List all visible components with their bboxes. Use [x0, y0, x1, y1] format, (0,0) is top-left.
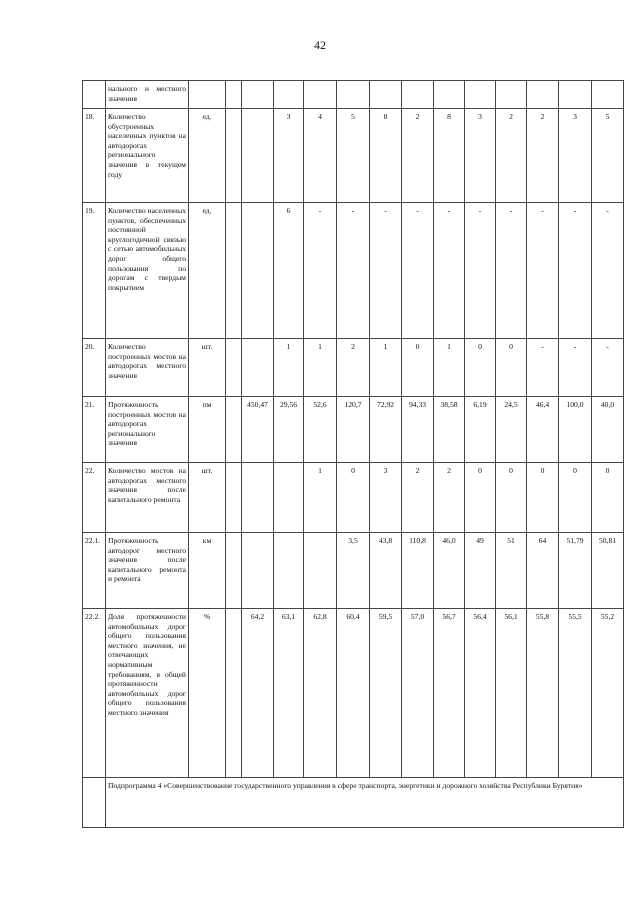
indicator-name: Количество населенных пунктов, обеспеченных постоянной круглогодичной связью с сетью автомобильных дорог общего пользования по дорогам с твердым покрытием: [106, 203, 189, 339]
value-cell: [304, 81, 337, 109]
value-cell: 56,7: [434, 609, 465, 778]
value-cell: 46,4: [527, 397, 559, 463]
row-number: 19.: [83, 203, 106, 339]
value-cell: [274, 81, 304, 109]
unit-cell: ед.: [189, 203, 226, 339]
value-cell: 1: [304, 339, 337, 397]
row-number: 22.2.: [83, 609, 106, 778]
row-number: 22.: [83, 463, 106, 533]
unit-cell: км: [189, 533, 226, 609]
value-cell: 0: [592, 463, 624, 533]
unit-cell: [189, 81, 226, 109]
value-cell: 52,6: [304, 397, 337, 463]
table-row: [83, 463, 624, 533]
value-cell: [226, 397, 242, 463]
value-cell: 43,8: [370, 533, 402, 609]
value-cell: 64: [527, 533, 559, 609]
value-cell: 3: [559, 109, 592, 203]
value-cell: [496, 81, 527, 109]
value-cell: [242, 81, 274, 109]
value-cell: 46,0: [434, 533, 465, 609]
value-cell: 29,56: [274, 397, 304, 463]
value-cell: -: [592, 339, 624, 397]
value-cell: 0: [465, 463, 496, 533]
value-cell: 3,5: [337, 533, 370, 609]
value-cell: 2: [527, 109, 559, 203]
value-cell: 6: [274, 203, 304, 339]
value-cell: 1: [304, 463, 337, 533]
table-row: [83, 203, 624, 339]
value-cell: 55,8: [527, 609, 559, 778]
indicator-name: Количество обустроенных населенных пунктов на автодорогах регионального значения в текущем году: [106, 109, 189, 203]
value-cell: [465, 81, 496, 109]
page-number: 42: [314, 38, 326, 52]
unit-cell: шт.: [189, 463, 226, 533]
row-number: 21.: [83, 397, 106, 463]
value-cell: 1: [370, 339, 402, 397]
value-cell: -: [434, 203, 465, 339]
indicator-name: нального и местного значения: [106, 81, 189, 109]
value-cell: -: [559, 339, 592, 397]
value-cell: 55,5: [559, 609, 592, 778]
empty-cell: [83, 778, 106, 828]
value-cell: [226, 463, 242, 533]
value-cell: -: [496, 203, 527, 339]
value-cell: 3: [274, 109, 304, 203]
value-cell: 60,4: [337, 609, 370, 778]
value-cell: 0: [496, 463, 527, 533]
value-cell: 0: [465, 339, 496, 397]
value-cell: [242, 339, 274, 397]
value-cell: 0: [527, 463, 559, 533]
value-cell: [226, 81, 242, 109]
table-row: [83, 339, 624, 397]
value-cell: 64,2: [242, 609, 274, 778]
value-cell: 2: [496, 109, 527, 203]
value-cell: 51: [496, 533, 527, 609]
unit-cell: ед.: [189, 109, 226, 203]
value-cell: 5: [592, 109, 624, 203]
value-cell: [274, 533, 304, 609]
value-cell: 0: [496, 339, 527, 397]
value-cell: 63,1: [274, 609, 304, 778]
value-cell: [337, 81, 370, 109]
value-cell: 50,81: [592, 533, 624, 609]
value-cell: [242, 109, 274, 203]
value-cell: [242, 463, 274, 533]
value-cell: [304, 533, 337, 609]
value-cell: 2: [402, 463, 434, 533]
value-cell: [226, 609, 242, 778]
value-cell: 94,33: [402, 397, 434, 463]
indicator-name: Протяженность автодорог местного значения после капитального ремонта и ремонта: [106, 533, 189, 609]
value-cell: 8: [434, 109, 465, 203]
value-cell: 59,5: [370, 609, 402, 778]
value-cell: 3: [370, 463, 402, 533]
indicator-name: Количество мостов на автодорогах местного значения после капитального ремонта: [106, 463, 189, 533]
value-cell: 0: [402, 339, 434, 397]
row-number: 20.: [83, 339, 106, 397]
value-cell: 2: [337, 339, 370, 397]
value-cell: -: [465, 203, 496, 339]
indicator-name: Протяженность построенных мостов на автодорогах регионального значения: [106, 397, 189, 463]
table-row: [83, 109, 624, 203]
table-row: [83, 609, 624, 778]
value-cell: [226, 109, 242, 203]
value-cell: 2: [434, 463, 465, 533]
value-cell: 62,8: [304, 609, 337, 778]
value-cell: 40,0: [592, 397, 624, 463]
value-cell: [226, 339, 242, 397]
value-cell: 0: [559, 463, 592, 533]
value-cell: [592, 81, 624, 109]
value-cell: [274, 463, 304, 533]
value-cell: 49: [465, 533, 496, 609]
value-cell: 57,0: [402, 609, 434, 778]
value-cell: 56,4: [465, 609, 496, 778]
value-cell: 72,92: [370, 397, 402, 463]
value-cell: 56,1: [496, 609, 527, 778]
value-cell: 100,0: [559, 397, 592, 463]
indicator-name: Количество построенных мостов на автодорогах местного значения: [106, 339, 189, 397]
value-cell: 4: [304, 109, 337, 203]
value-cell: 6,19: [465, 397, 496, 463]
subprogram-title: Подпрограмма 4 «Совершенствование государственного управления в сфере транспорта, энергетики и дорожного хозяйства Республики Бурятия»: [106, 778, 624, 828]
unit-cell: %: [189, 609, 226, 778]
value-cell: 8: [370, 109, 402, 203]
value-cell: 110,8: [402, 533, 434, 609]
value-cell: -: [402, 203, 434, 339]
table-row: [83, 81, 624, 109]
table-row: [83, 533, 624, 609]
value-cell: 3: [465, 109, 496, 203]
value-cell: -: [592, 203, 624, 339]
value-cell: 1: [434, 339, 465, 397]
value-cell: -: [527, 203, 559, 339]
value-cell: [226, 533, 242, 609]
value-cell: 5: [337, 109, 370, 203]
value-cell: [559, 81, 592, 109]
unit-cell: шт.: [189, 339, 226, 397]
indicators-table: [82, 80, 624, 828]
value-cell: -: [527, 339, 559, 397]
value-cell: [402, 81, 434, 109]
value-cell: 24,5: [496, 397, 527, 463]
value-cell: 38,58: [434, 397, 465, 463]
value-cell: -: [304, 203, 337, 339]
value-cell: 51,79: [559, 533, 592, 609]
row-number: 22.1.: [83, 533, 106, 609]
value-cell: 450,47: [242, 397, 274, 463]
value-cell: 120,7: [337, 397, 370, 463]
value-cell: 55,2: [592, 609, 624, 778]
value-cell: 1: [274, 339, 304, 397]
value-cell: [242, 533, 274, 609]
row-number: [83, 81, 106, 109]
value-cell: 0: [337, 463, 370, 533]
value-cell: -: [370, 203, 402, 339]
subprogram-row: [83, 778, 624, 828]
table-row: [83, 397, 624, 463]
value-cell: [242, 203, 274, 339]
value-cell: [434, 81, 465, 109]
row-number: 18.: [83, 109, 106, 203]
value-cell: [370, 81, 402, 109]
value-cell: -: [559, 203, 592, 339]
value-cell: -: [337, 203, 370, 339]
value-cell: [527, 81, 559, 109]
value-cell: [226, 203, 242, 339]
unit-cell: пм: [189, 397, 226, 463]
indicator-name: Доля протяженности автомобильных дорог общего пользования местного значения, не отвечающих нормативным требованиям, в общей протяженности автомобильных дорог общего пользования местного значения: [106, 609, 189, 778]
value-cell: 2: [402, 109, 434, 203]
